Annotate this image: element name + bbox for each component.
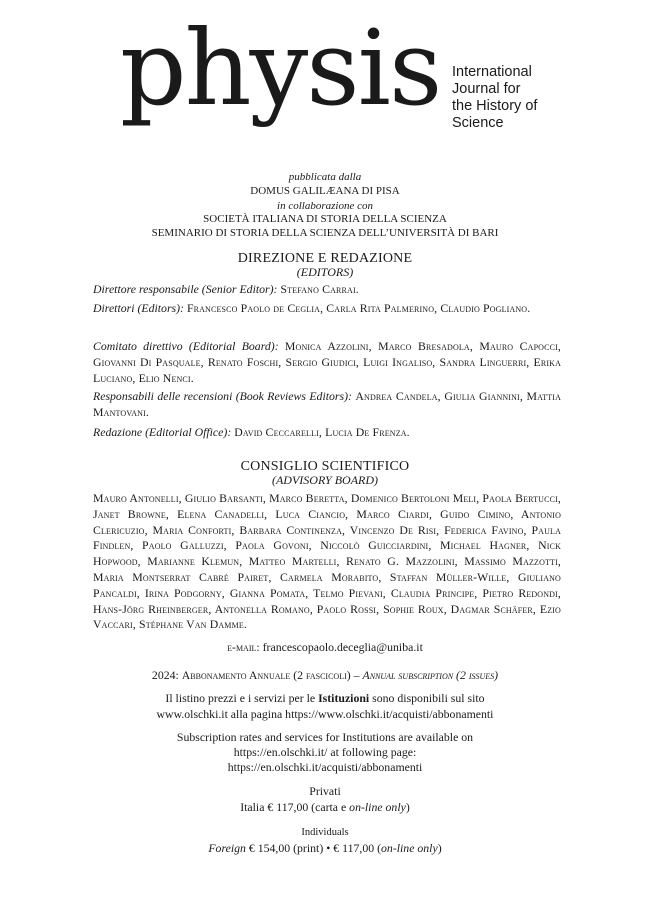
collab-society-1: SOCIETÀ ITALIANA DI STORIA DELLA SCIENZA [203, 213, 447, 225]
senior-editor-names: Stefano Carrai. [280, 282, 359, 296]
journal-logo: physis [120, 7, 441, 129]
directors-names: Francesco Paolo de Ceglia, Carla Rita Palmerino, Claudio Pogliano. [186, 301, 531, 315]
editorial-board-names: Monica Azzolini, Marco Bresadola, Mauro Capocci, Giovanni Di Pasquale, Renato Foschi, Sergio Giudici, Luigi Ingaliso, Sandra Linguerri, Erika Luciano, Elio Nenci. [93, 339, 561, 385]
private-label: Privati [309, 784, 341, 798]
editorial-office-names: David Ceccarelli, Lucia De Frenza. [234, 425, 410, 439]
subscription-line [0, 668, 650, 683]
publisher-name: DOMUS GALILÆANA DI PISA [250, 185, 400, 197]
subscription-en-label: Annual subscription (2 issues) [362, 668, 499, 682]
editorial-board-label: Comitato direttivo (Editorial Board): [93, 339, 279, 353]
italy-price-line: Italia € 117,00 (carta e on-line only) [240, 800, 410, 814]
senior-editor-line [93, 282, 561, 298]
masthead [120, 7, 560, 138]
institutions-keyword: Istituzioni [318, 691, 370, 705]
institutions-en-line-1: Subscription rates and services for Institutions are available on [176, 730, 474, 744]
subscription-it-label: Abbonamento Annuale (2 fascicoli) [181, 668, 351, 682]
directors-label: Direttori (Editors): [93, 301, 184, 315]
advisory-subheading: (ADVISORY BOARD) [271, 473, 379, 487]
institutions-en-line-2: https://en.olschki.it/ at following page: [233, 745, 417, 759]
collab-society-2: SEMINARIO DI STORIA DELLA SCIENZA DELL’UNIVERSITÀ DI BARI [151, 227, 499, 239]
subtitle-line: Journal for [452, 81, 521, 97]
senior-editor-label: Direttore responsabile (Senior Editor): [93, 282, 278, 296]
journal-subtitle [452, 64, 537, 132]
email-address[interactable]: francescopaolo.deceglia@uniba.it [262, 640, 423, 654]
editorial-board-paragraph [93, 339, 561, 386]
editors-heading: DIREZIONE E REDAZIONE [237, 251, 413, 266]
individuals-label: Individuals [301, 827, 349, 838]
foreign-price-line: Foreign € 154,00 (print) • € 117,00 (on-line only) [208, 841, 442, 855]
reviews-editors-label: Responsabili delle recensioni (Book Reviews Editors): [93, 389, 352, 403]
email-label: e-mail: [227, 640, 260, 654]
published-by-label: pubblicata dalla [288, 171, 362, 183]
institutions-en-line-3: https://en.olschki.it/acquisti/abbonamenti [227, 760, 423, 774]
subtitle-line: International [452, 64, 532, 80]
institutions-it-line-2: www.olschki.it alla pagina https://www.olschki.it/acquisti/abbonamenti [156, 707, 494, 721]
directors-paragraph [93, 301, 561, 317]
subtitle-line: Science [452, 115, 504, 131]
subscription-year: 2024: [151, 668, 179, 682]
advisory-heading: CONSIGLIO SCIENTIFICO [240, 459, 410, 474]
editorial-office-label: Redazione (Editorial Office): [93, 425, 232, 439]
subtitle-line: the History of [452, 98, 538, 114]
reviews-editors-names: Andrea Candela, Giulia Giannini, Mattia Mantovani. [93, 389, 562, 419]
editorial-office-line [93, 425, 561, 441]
advisory-board-names: Mauro Antonelli, Giulio Barsanti, Marco Beretta, Domenico Bertoloni Meli, Paola Bertucci, Janet Browne, Elena Canadelli, Luca Ciancio, Marco Ciardi, Guido Cimino, Antonio Clericuzio, Maria Conforti, Barbara Continenza, Vincenzo De Risi, Federica Favino, Paula Findlen, Paolo Galluzzi, Paola Govoni, Niccolò Guicciardini, Michael Hagner, Nick Hopwood, Marianne Klemun, Matteo Martelli, Renato G. Mazzolini, Massimo Mazzotti, Maria Montserrat Cabré Pairet, Carmela Morabito, Staffan Müller-Wille, Giuliano Pancaldi, Irina Podgorny, Gianna Pomata, Telmo Pievani, Claudia Principe, Pietro Redondi, Hans-Jörg Rheinberger, Antonella Romano, Paolo Rossi, Sophie Roux, Dagmar Schäfer, Ezio Vaccari, Stéphane Van Damme. [93, 491, 561, 632]
reviews-editors-paragraph [93, 389, 561, 421]
email-line [0, 640, 650, 655]
collab-label: in collaborazione con [277, 200, 373, 212]
institutions-it-line-1: Il listino prezzi e i servizi per le Istituzioni sono disponibili sul sito [165, 691, 485, 705]
subscription-dash: – [353, 668, 360, 682]
editors-subheading: (EDITORS) [296, 265, 354, 279]
